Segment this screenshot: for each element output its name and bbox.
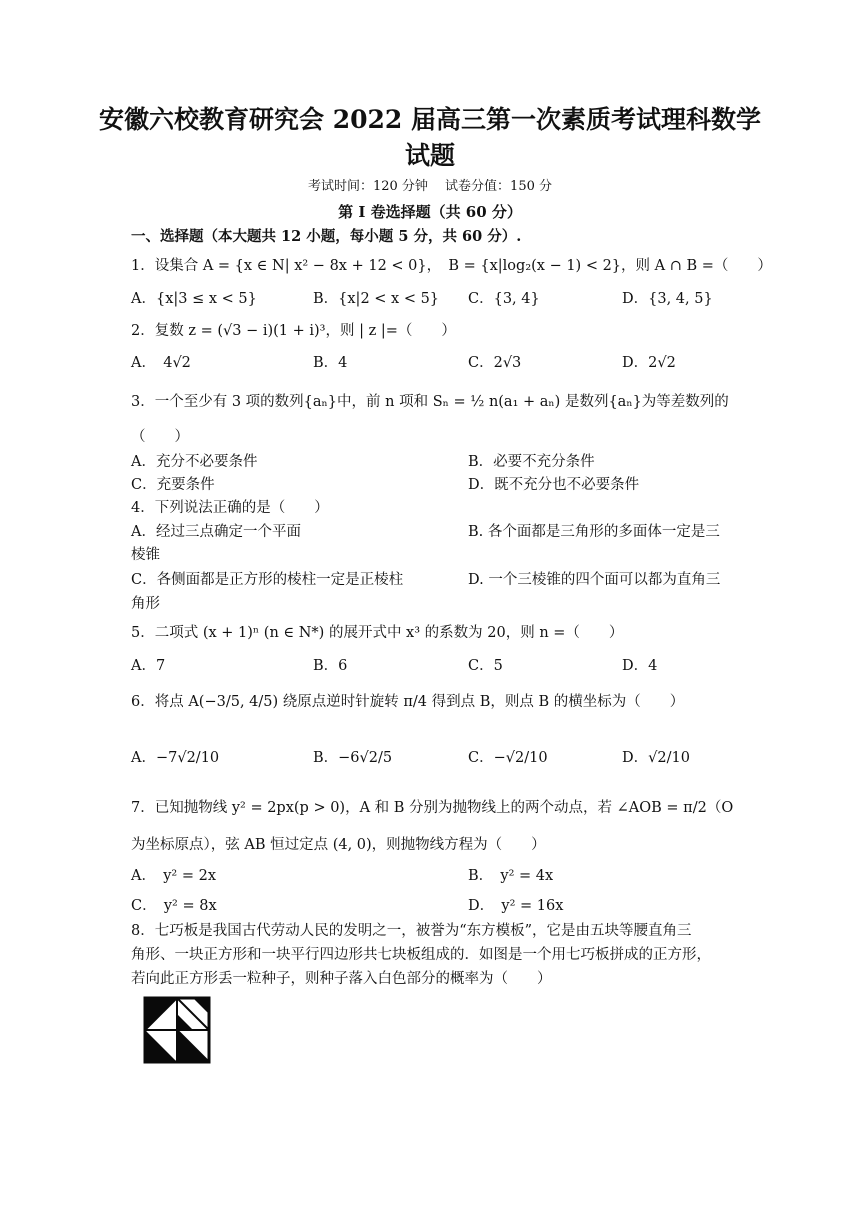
question-7-stem-cont: 为坐标原点），弦 AB 恒过定点 (4, 0)，则抛物线方程为（ ） [131, 837, 546, 853]
q4-option-d: D. 一个三棱锥的四个面可以都为直角三 [468, 572, 721, 588]
question-3-stem: 3．一个至少有 3 项的数列{aₙ}中，前 n 项和 Sₙ = ½ n(a₁ + aₙ) 是数列{aₙ}为等差数列的 [131, 394, 729, 410]
q5-option-d: D．4 [622, 658, 658, 674]
q4-option-a: A．经过三点确定一个平面 [131, 524, 301, 540]
q6-option-d: D．√2/10 [622, 750, 690, 766]
exam-info: 考试时间：120 分钟 试卷分值：150 分 [307, 179, 553, 194]
q1-option-a: A．{x|3 ≤ x < 5} [131, 291, 257, 307]
q7-option-b: B． y² = 4x [468, 868, 554, 884]
question-8-line2: 角形、一块正方形和一块平行四边形共七块板组成的．如图是一个用七巧板拼成的正方形， [131, 947, 711, 963]
q7-option-d: D． y² = 16x [468, 898, 564, 914]
page-title-line2: 试题 [404, 141, 455, 170]
question-4-stem: 4．下列说法正确的是（ ） [131, 500, 329, 516]
q3-option-b: B．必要不充分条件 [468, 454, 595, 470]
q4-option-c: C．各侧面都是正方形的棱柱一定是正棱柱 [131, 572, 404, 588]
q1-option-b: B．{x|2 < x < 5} [313, 291, 440, 307]
q1-option-c: C．{3, 4} [468, 291, 540, 307]
q3-option-c: C．充要条件 [131, 477, 215, 493]
q5-option-a: A．7 [131, 658, 166, 674]
q7-option-c: C． y² = 8x [131, 898, 217, 914]
q2-option-c: C．2√3 [468, 355, 522, 371]
q2-option-d: D．2√2 [622, 355, 676, 371]
q4-option-b: B. 各个面都是三角形的多面体一定是三 [468, 524, 720, 540]
q5-option-b: B．6 [313, 658, 348, 674]
question-5-stem: 5．二项式 (x + 1)ⁿ (n ∈ N*) 的展开式中 x³ 的系数为 20，则 n =（ ） [131, 625, 624, 641]
q4-option-b-cont: 棱锥 [131, 547, 160, 563]
tangram-icon [143, 996, 211, 1064]
question-1-stem: 1．设集合 A = {x ∈ N| x² − 8x + 12 < 0}， B = {x|log₂(x − 1) < 2}，则 A ∩ B =（ ） [131, 258, 772, 274]
page-title: 安徽六校教育研究会 2022 届高三第一次素质考试理科数学 [99, 105, 761, 134]
question-8-line3: 若向此正方形丢一粒种子，则种子落入白色部分的概率为（ ） [131, 971, 552, 987]
part-title: 第 I 卷选择题（共 60 分） [338, 203, 522, 221]
q2-option-b: B．4 [313, 355, 348, 371]
q3-option-a: A．充分不必要条件 [131, 454, 258, 470]
question-7-stem: 7．已知抛物线 y² = 2px(p > 0)，A 和 B 分别为抛物线上的两个动点，若 ∠AOB = π/2（O [131, 800, 734, 816]
q3-option-d: D．既不充分也不必要条件 [468, 477, 640, 493]
q2-option-a: A． 4√2 [131, 355, 191, 371]
q1-option-d: D．{3, 4, 5} [622, 291, 713, 307]
question-3-paren: （ ） [131, 429, 189, 445]
q5-option-c: C．5 [468, 658, 503, 674]
q7-option-a: A． y² = 2x [131, 868, 216, 884]
q6-option-c: C．−√2/10 [468, 750, 548, 766]
tangram-square-figure [143, 996, 211, 1064]
question-6-stem: 6．将点 A(−3/5, 4/5) 绕原点逆时针旋转 π/4 得到点 B，则点 B 的横坐标为（ ） [131, 694, 685, 710]
q6-option-a: A．−7√2/10 [131, 750, 220, 766]
question-8-line1: 8．七巧板是我国古代劳动人民的发明之一，被誉为“东方模板”，它是由五块等腰直角三 [131, 923, 692, 939]
q6-option-b: B．−6√2/5 [313, 750, 393, 766]
section-title: 一、选择题（本大题共 12 小题，每小题 5 分，共 60 分）. [131, 228, 522, 245]
question-2-stem: 2．复数 z = (√3 − i)(1 + i)³，则 | z |=（ ） [131, 323, 456, 339]
q4-option-d-cont: 角形 [131, 596, 160, 612]
